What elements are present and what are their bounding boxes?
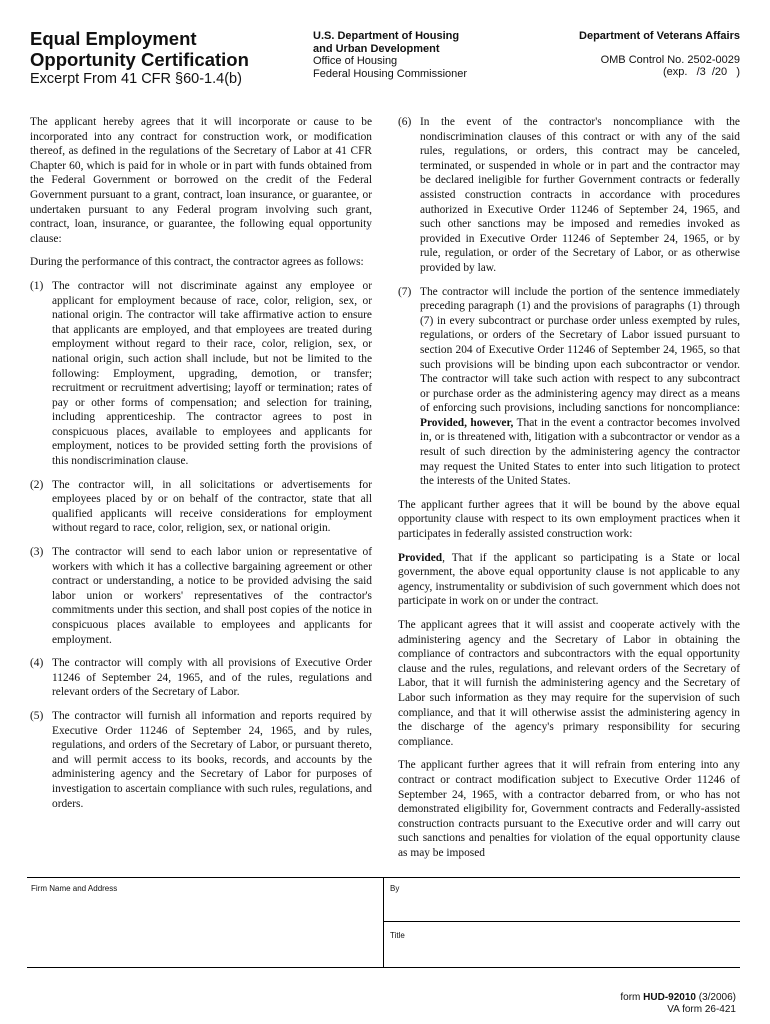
left-column (30, 115, 372, 820)
clause-text: The contractor will send to each labor union or representative of workers with which it has a collective bargaining agreement or other contract or understanding, a notice to be provided advising the said labor union or workers' representatives of the contractor's commitments under this section, and shall post copies of the notice in conspicuous places available to employees and applicants for employment. (52, 546, 372, 646)
omb-control: OMB Control No. 2502-0029 (600, 53, 740, 66)
further-agrees-paragraph: The applicant further agrees that it will be bound by the above equal opportunity clause with respect to its own employment practices when it participates in federally assisted construction work: (398, 498, 740, 541)
clause-item-6 (398, 115, 740, 276)
va-title: Department of Veterans Affairs (579, 30, 740, 42)
provided-however-bold: Provided, however, (420, 416, 514, 429)
intro-paragraph: The applicant hereby agrees that it will incorporate or cause to be incorporated into any contract for construction work, or modification thereof, as defined in the regulations of the Secretary of Labor at 41 CFR Chapter 60, which is paid for in whole or in part with funds obtained from the Federal Government or borrowed on the credit of the Federal Government pursuant to a grant, contract, loan insurance, or guarantee, or undertaken pursuant to any Federal program involving such grant, contract, loan, insurance, or guarantee, the following equal opportunity clause: (30, 116, 372, 245)
clause-item (30, 279, 372, 469)
hud-line-4: Federal Housing Commissioner (313, 67, 468, 80)
clause-text: The contractor will furnish all information and reports required by Executive Order 11246 of September 24, 1965, and by rules, regulations, and orders of the Secretary of Labor, or pursuant thereto, and will permit access to its books, records, and accounts by the administering agency and the Secretary of Labor for purposes of investigation to ascertain compliance with such rules, regulations, and orders. (52, 709, 372, 810)
form-footer (620, 992, 736, 1016)
clause-text: The contractor will not discriminate against any employee or applicant for employment because of race, color, religion, sex, or national origin. The contractor will take affirmative action to ensure that applicants are employed, and that employees are treated during employment without regard to their race, color, religion, sex, or national origin, such action shall include, but not be limited to the following: Employment, upgrading, demotion, or transfer; recruitment or recruitment advertising; layoff or termination; rates of pay or other forms of compensation; and selection for training, including apprenticeship. The contractor agrees to post in conspicuous places, available to employees and applicants for employment, notices to be provided setting forth the provisions of this nondiscrimination clause. (52, 279, 372, 468)
form-number: HUD-92010 (643, 992, 696, 1003)
clause-text (420, 285, 740, 489)
during-paragraph: During the performance of this contract, the contractor agrees as follows: (30, 256, 364, 269)
clause-number: (2) (30, 478, 44, 491)
clause-number: (6) (398, 116, 412, 128)
refrain-paragraph: The applicant further agrees that it will refrain from entering into any contract or contract modification subject to Executive Order 11246 of September 24, 1965, with a contractor debarred from, or who has not demonstrated eligibility for, Government contracts and Federally-assisted construction contracts pursuant to the Executive order and will carry out such sanctions and penalties for violation of the equal opportunity clause as may be imposed (398, 759, 740, 859)
form-divider (383, 877, 384, 967)
form-bottom-rule (27, 967, 740, 968)
clause-7-text-a: The contractor will include the portion of the sentence immediately preceding paragraph (1) and the provisions of paragraphs (1) through (7) in every subcontract or purchase order unless exempted by rules, regulations, or orders of the Secretary of Labor issued pursuant to section 204 of Executive Order 11246 of September 24, 1965, so that such provisions will be binding upon each subcontractor or vendor. The contractor will take such action with respect to any subcontract or purchase order as the administering agency may direct as a means of enforcing such provisions, including sanctions for noncompliance: (420, 285, 740, 415)
provided-text: , That if the applicant so participating is a State or local government, the above equal opportunity clause is not applicable to any agency, instrumentality or subdivision of such government which does not participate in work on or under the contract. (398, 551, 740, 608)
hud-line-2: and Urban Development (313, 42, 440, 55)
clause-item (30, 656, 372, 700)
clause-item (30, 545, 372, 647)
provided-bold: Provided (398, 551, 443, 564)
form-prefix: form (620, 992, 641, 1003)
clause-number: (4) (30, 657, 44, 670)
form-date: (3/2006) (698, 992, 736, 1003)
clause-item-7 (398, 285, 740, 489)
assist-paragraph: The applicant agrees that it will assist and cooperate actively with the administering agency and the Secretary of Labor in obtaining the compliance of contractors and subcontractors with the equal opportunity clause and the rules, regulations, and relevant orders of the Secretary of Labor, that it will furnish the administering agency and the Secretary of Labor such information as they may require for the supervision of such compliance, and that it will otherwise assist the administering agency in the discharge of the agency's primary responsibility for securing compliance. (398, 619, 740, 748)
omb-expiration: (exp. /3 /20 ) (662, 66, 740, 78)
title-line-2: Opportunity Certification (30, 49, 249, 70)
clause-number: (1) (30, 279, 44, 292)
clause-item (30, 709, 372, 811)
va-form-number: VA form 26-421 (667, 1004, 736, 1015)
by-title-rule (383, 921, 740, 922)
document-subtitle: Excerpt From 41 CFR §60-1.4(b) (30, 71, 242, 87)
clause-number: (5) (30, 709, 44, 722)
firm-name-field[interactable]: Firm Name and Address (31, 884, 118, 893)
clause-7-text-b: That in the event a contractor becomes involved in, or is threatened with, litigation with a subcontractor or vendor as a result of such direction by the administering agency the contractor may request the United States to enter into such litigation to protect the interests of the United States. (420, 416, 740, 488)
by-field[interactable]: By (390, 884, 400, 893)
clause-number: (7) (398, 285, 412, 298)
document-title (30, 28, 249, 70)
title-field[interactable]: Title (390, 931, 405, 940)
hud-line-3: Office of Housing (313, 55, 398, 67)
hud-line-1: U.S. Department of Housing (313, 30, 460, 42)
va-agency-block (579, 30, 740, 79)
clause-number: (3) (30, 546, 44, 559)
hud-agency-block (313, 30, 467, 80)
clause-text: In the event of the contractor's noncompliance with the nondiscrimination clauses of this contract or with any of the said rules, regulations, or orders, this contract may be canceled, terminated, or suspended in whole or in part and the contractor may be declared ineligible for further Government contracts or federally assisted construction contracts in accordance with procedures authorized in Executive Order 11246 of September 24, 1965, and such other sanctions may be imposed and remedies invoked as provided in Executive Order 11246 of September 24, 1965, or by rule, regulation, or order of the Secretary of Labor, or as otherwise provided by law. (420, 116, 740, 274)
clause-item (30, 478, 372, 536)
clause-text: The contractor will comply with all provisions of Executive Order 11246 of September 24, 1965, and of the rules, regulations and relevant orders of the Secretary of Labor. (52, 657, 372, 699)
clause-text: The contractor will, in all solicitations or advertisements for employees placed by or on behalf of the contractor, state that all qualified applicants will receive considerations for employment without regard to race, color, religion, sex, or national origin. (52, 478, 372, 535)
right-column (398, 115, 740, 870)
title-line-1: Equal Employment (30, 28, 197, 49)
provided-paragraph (398, 551, 740, 609)
